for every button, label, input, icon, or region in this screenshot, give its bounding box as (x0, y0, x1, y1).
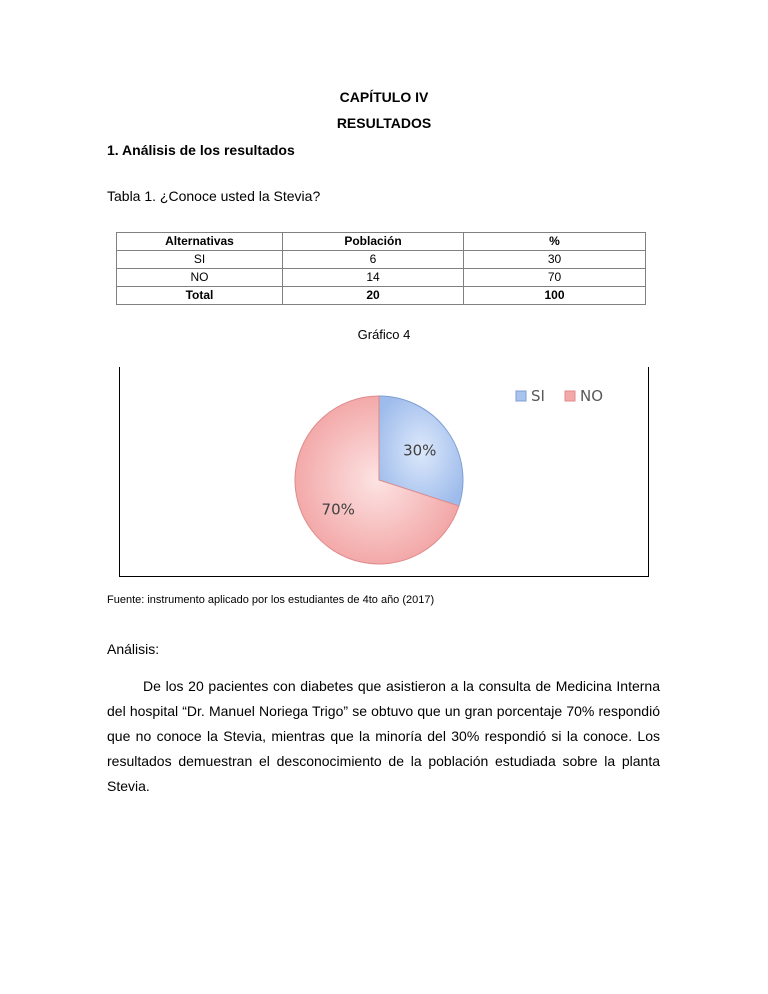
analysis-paragraph: De los 20 pacientes con diabetes que asistieron a la consulta de Medicina Interna del hospital “Dr. Manuel Noriega Trigo” se obtuvo que un gran porcentaje 70% respondió que no conoce la Stevia, mientras que la minoría del 30% respondió si la conoce. Los resultados demuestran el desconocimiento de la población estudiada sobre la planta Stevia. (107, 678, 660, 794)
cell-alternative: NO (117, 269, 283, 287)
cell-population: 6 (283, 251, 464, 269)
table-header-row (117, 233, 646, 251)
legend-label-no: NO (580, 387, 604, 405)
cell-total-population: 20 (283, 287, 464, 305)
chapter-heading: CAPÍTULO IV (339, 89, 429, 105)
analysis-label: Análisis: (107, 641, 160, 657)
cell-total-label: Total (117, 287, 283, 305)
table-row (117, 269, 646, 287)
cell-alternative: SI (117, 251, 283, 269)
header-alternativas: Alternativas (117, 233, 283, 251)
results-table (116, 232, 646, 305)
table-caption: Tabla 1. ¿Conoce usted la Stevia? (107, 188, 321, 204)
section-title: 1. Análisis de los resultados (107, 142, 295, 158)
pie-label-si: 30% (403, 441, 437, 460)
legend-label-si: SI (531, 387, 545, 405)
source-note: Fuente: instrumento aplicado por los estudiantes de 4to año (2017) (107, 594, 435, 606)
cell-population: 14 (283, 269, 464, 287)
cell-percent: 30 (464, 251, 646, 269)
header-poblacion: Población (283, 233, 464, 251)
chart-frame (119, 367, 649, 577)
pie-label-no: 70% (321, 500, 355, 519)
header-percent: % (464, 233, 646, 251)
table-row (117, 251, 646, 269)
table-total-row (117, 287, 646, 305)
results-heading: RESULTADOS (336, 115, 432, 131)
graph-title: Gráfico 4 (357, 327, 411, 342)
legend-swatch-no (565, 391, 575, 401)
cell-total-percent: 100 (464, 287, 646, 305)
legend-swatch-si (516, 391, 526, 401)
pie-chart (120, 367, 648, 576)
cell-percent: 70 (464, 269, 646, 287)
